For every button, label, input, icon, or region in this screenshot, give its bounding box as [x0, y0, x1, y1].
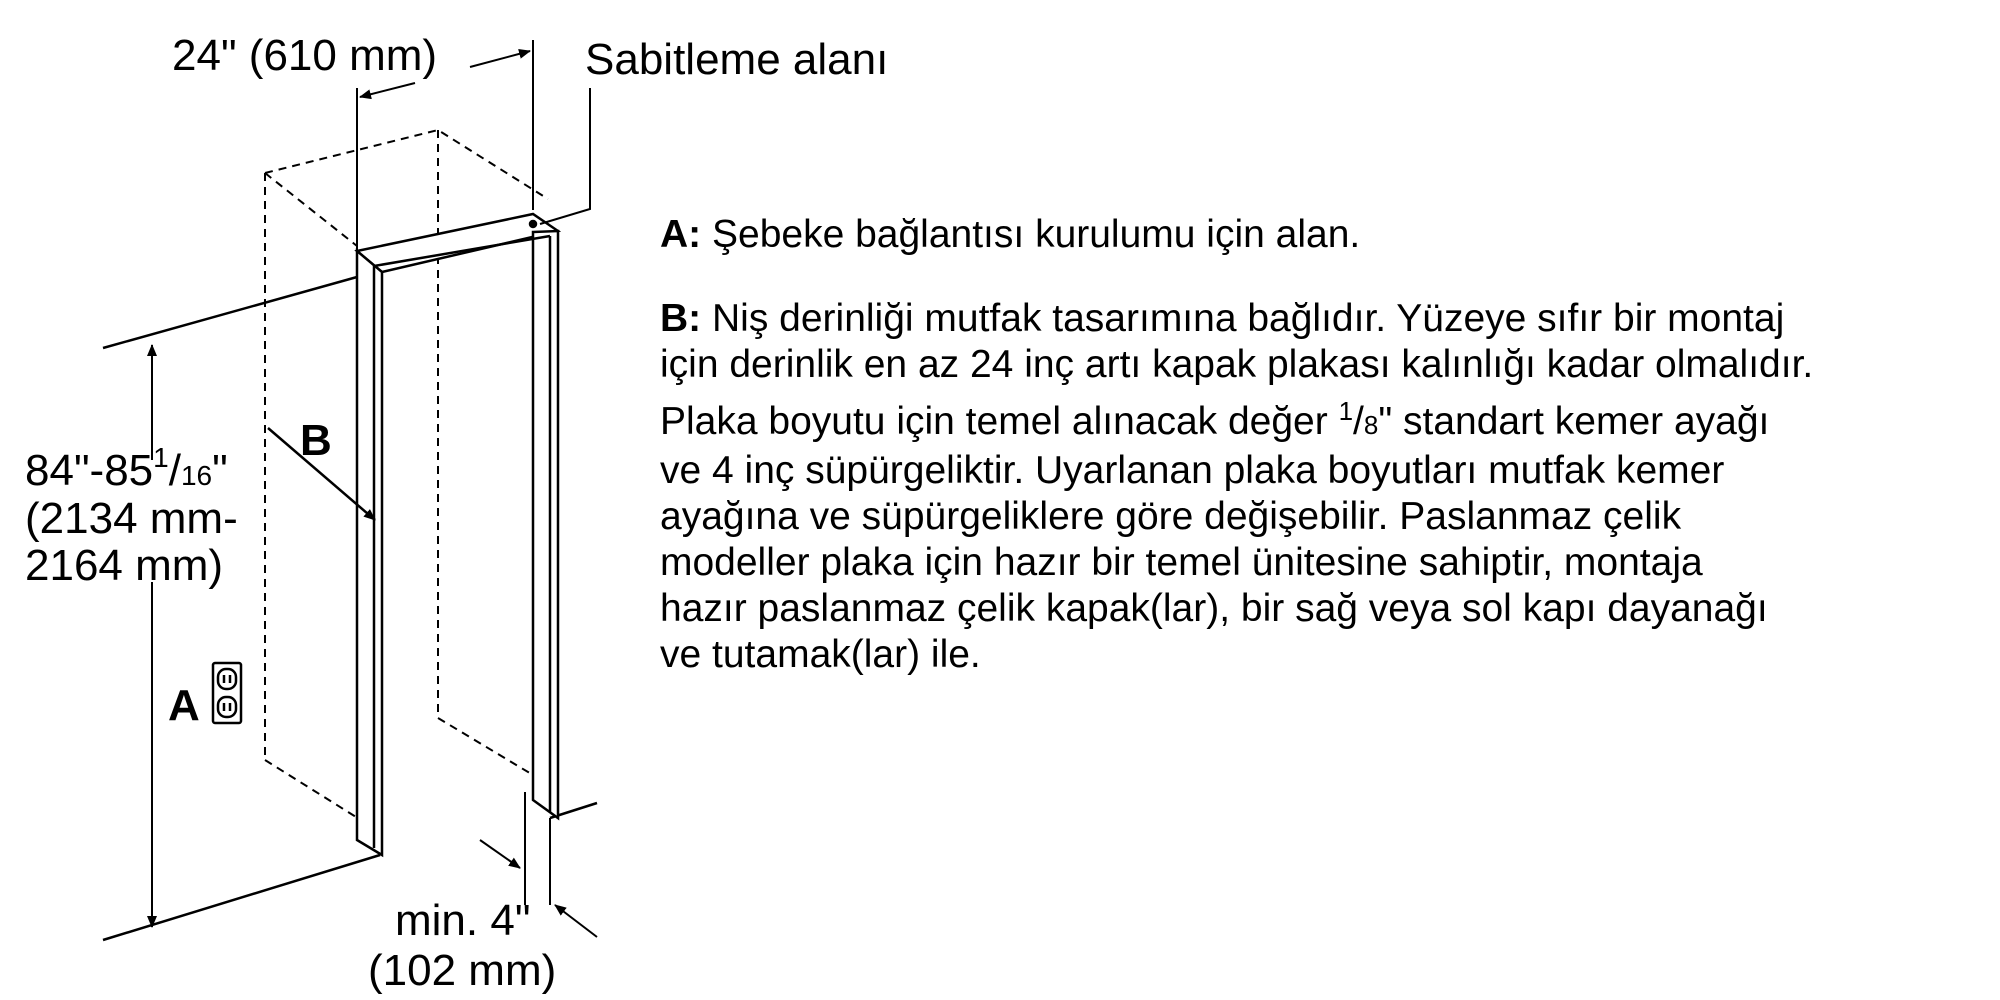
- note-a-key: A:: [660, 213, 702, 256]
- min-depth-label-1: min. 4": [395, 896, 531, 945]
- note-b-line-2: için derinlik en az 24 inç artı kapak plakası kalınlığı kadar olmalıdır.: [660, 343, 1814, 386]
- note-a-text: Şebeke bağlantısı kurulumu için alan.: [712, 213, 1361, 256]
- appliance-panel: [357, 214, 558, 855]
- note-b-line-8: ve tutamak(lar) ile.: [660, 633, 981, 676]
- height-label-mm-1: (2134 mm-: [25, 494, 238, 543]
- note-b-line-7: hazır paslanmaz çelik kapak(lar), bir sağ veya sol kapı dayanağı: [660, 587, 1768, 630]
- height-label-inch: ": [212, 446, 228, 495]
- fixing-area-leader: [540, 88, 590, 224]
- note-b-line-3: Plaka boyutu için temel alınacak değer $^1$/8" standart kemer ayağı: [660, 396, 1770, 443]
- marker-b: B: [300, 416, 332, 465]
- height-label-frac-den: 16: [180, 460, 213, 491]
- power-outlet-icon: [213, 663, 241, 723]
- note-b-frac-num: 1: [1338, 396, 1354, 426]
- fixing-area-label: Sabitleme alanı: [585, 35, 889, 84]
- marker-a: A: [168, 681, 200, 730]
- floor-line: [103, 855, 380, 940]
- reference-lines: [103, 277, 597, 940]
- min-depth-label-2: (102 mm): [368, 946, 557, 995]
- height-label-main: 84"-85: [25, 446, 154, 495]
- note-b-line-4: ve 4 inç süpürgeliktir. Uyarlanan plaka boyutları mutfak kemer: [660, 449, 1725, 492]
- height-label-mm-2: 2164 mm): [25, 541, 224, 590]
- note-b-line-6: modeller plaka için hazır bir temel ünitesine sahiptir, montaja: [660, 541, 1703, 584]
- note-b: [660, 296, 1980, 678]
- fixing-point: [530, 221, 536, 227]
- ceiling-line: [103, 277, 357, 348]
- note-b-key: B:: [660, 297, 702, 340]
- note-a: [660, 212, 1980, 258]
- height-label: $84"-85^1/16$": [25, 442, 228, 495]
- height-label-frac-num: 1: [153, 442, 169, 473]
- note-b-frac-den: 8: [1363, 410, 1379, 440]
- note-b-line-5: ayağına ve süpürgeliklere göre değişebilir. Paslanmaz çelik: [660, 495, 1682, 538]
- note-b-line-1: B: Niş derinliği mutfak tasarımına bağlıdır. Yüzeye sıfır bir montaj: [660, 297, 1785, 340]
- legend-notes: [660, 212, 1980, 678]
- width-label: 24" (610 mm): [172, 31, 438, 80]
